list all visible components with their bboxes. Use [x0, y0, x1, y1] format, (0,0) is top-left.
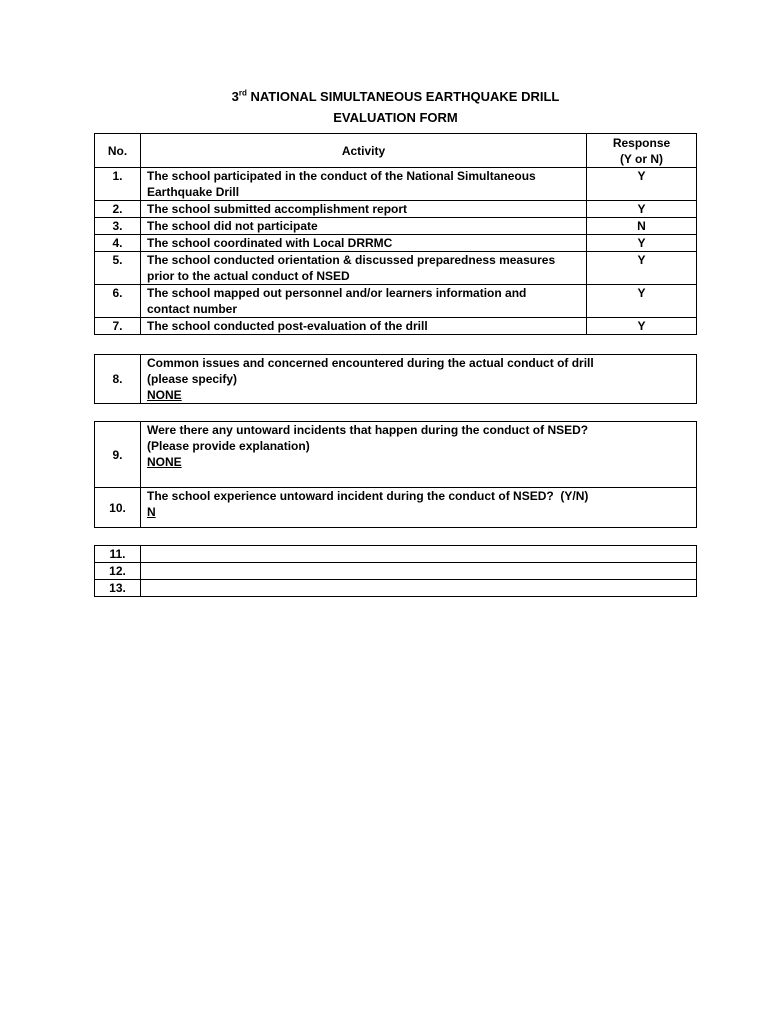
question-row — [95, 422, 697, 488]
question-line-1: Common issues and concerned encountered during the actual conduct of drill — [147, 356, 594, 370]
title-prefix: 3 — [231, 89, 239, 104]
row-no: 7. — [95, 318, 141, 335]
row-activity-line-2: Earthquake Drill — [147, 185, 240, 199]
header-response-line-1: Response — [612, 135, 671, 150]
row-activity-line-1: The school mapped out personnel and/or learners information and — [147, 286, 527, 300]
question-no: 10. — [95, 488, 141, 528]
row-blank-entry[interactable] — [141, 563, 697, 580]
row-activity: The school conducted post-evaluation of the drill — [141, 318, 587, 335]
table-row — [95, 168, 697, 201]
row-no: 11. — [95, 546, 141, 563]
row-blank-entry[interactable] — [141, 580, 697, 597]
row-activity — [141, 168, 587, 201]
row-activity-line-1: The school participated in the conduct of the National Simultaneous — [147, 169, 536, 183]
row-activity-line-2: contact number — [147, 302, 238, 316]
table-row — [95, 546, 697, 563]
question-content — [141, 355, 697, 404]
row-activity — [141, 252, 587, 285]
table-row — [95, 318, 697, 335]
row-activity: The school coordinated with Local DRRMC — [141, 235, 587, 252]
question-no: 8. — [95, 355, 141, 404]
title-superscript: rd — [238, 88, 247, 98]
row-response: Y — [587, 252, 697, 285]
row-no: 2. — [95, 201, 141, 218]
table-row — [95, 580, 697, 597]
question-9-10-table — [94, 421, 697, 528]
question-content — [141, 422, 697, 488]
header-activity: Activity — [141, 134, 587, 168]
row-no: 13. — [95, 580, 141, 597]
row-activity-line-1: The school conducted orientation & discussed preparedness measures — [147, 253, 556, 267]
question-yn-hint: (Y/N) — [553, 489, 589, 503]
question-8-table — [94, 354, 697, 404]
question-line-2: (Please provide explanation) — [147, 439, 310, 453]
question-no: 9. — [95, 422, 141, 488]
header-response — [587, 134, 697, 168]
question-answer[interactable]: NONE — [147, 455, 182, 469]
table-row — [95, 285, 697, 318]
question-row — [95, 355, 697, 404]
title-text: NATIONAL SIMULTANEOUS EARTHQUAKE DRILL — [246, 89, 560, 104]
row-response: Y — [587, 168, 697, 201]
form-title — [94, 89, 697, 105]
table-header-row — [95, 134, 697, 168]
row-activity-line-2: prior to the actual conduct of NSED — [147, 269, 350, 283]
question-row — [95, 488, 697, 528]
row-response: Y — [587, 201, 697, 218]
extra-rows-table — [94, 545, 697, 597]
row-no: 5. — [95, 252, 141, 285]
row-activity — [141, 285, 587, 318]
row-no: 4. — [95, 235, 141, 252]
row-no: 1. — [95, 168, 141, 201]
row-activity: The school did not participate — [141, 218, 587, 235]
table-row — [95, 235, 697, 252]
table-row — [95, 201, 697, 218]
row-blank-entry[interactable] — [141, 546, 697, 563]
question-content — [141, 488, 697, 528]
table-row — [95, 218, 697, 235]
row-activity: The school submitted accomplishment report — [141, 201, 587, 218]
question-line-2: (please specify) — [147, 372, 238, 386]
row-response: N — [587, 218, 697, 235]
row-no: 12. — [95, 563, 141, 580]
question-answer[interactable]: N — [147, 505, 156, 519]
question-answer[interactable]: NONE — [147, 388, 182, 402]
question-line-1: Were there any untoward incidents that happen during the conduct of NSED? — [147, 423, 589, 437]
table-row — [95, 563, 697, 580]
header-no: No. — [95, 134, 141, 168]
row-response: Y — [587, 285, 697, 318]
table-row — [95, 252, 697, 285]
form-subtitle: EVALUATION FORM — [333, 110, 458, 125]
header-response-line-2: (Y or N) — [619, 151, 664, 166]
row-response: Y — [587, 318, 697, 335]
question-line-1: The school experience untoward incident during the conduct of NSED? — [147, 489, 554, 503]
row-response: Y — [587, 235, 697, 252]
row-no: 6. — [95, 285, 141, 318]
row-no: 3. — [95, 218, 141, 235]
activity-table — [94, 133, 697, 335]
